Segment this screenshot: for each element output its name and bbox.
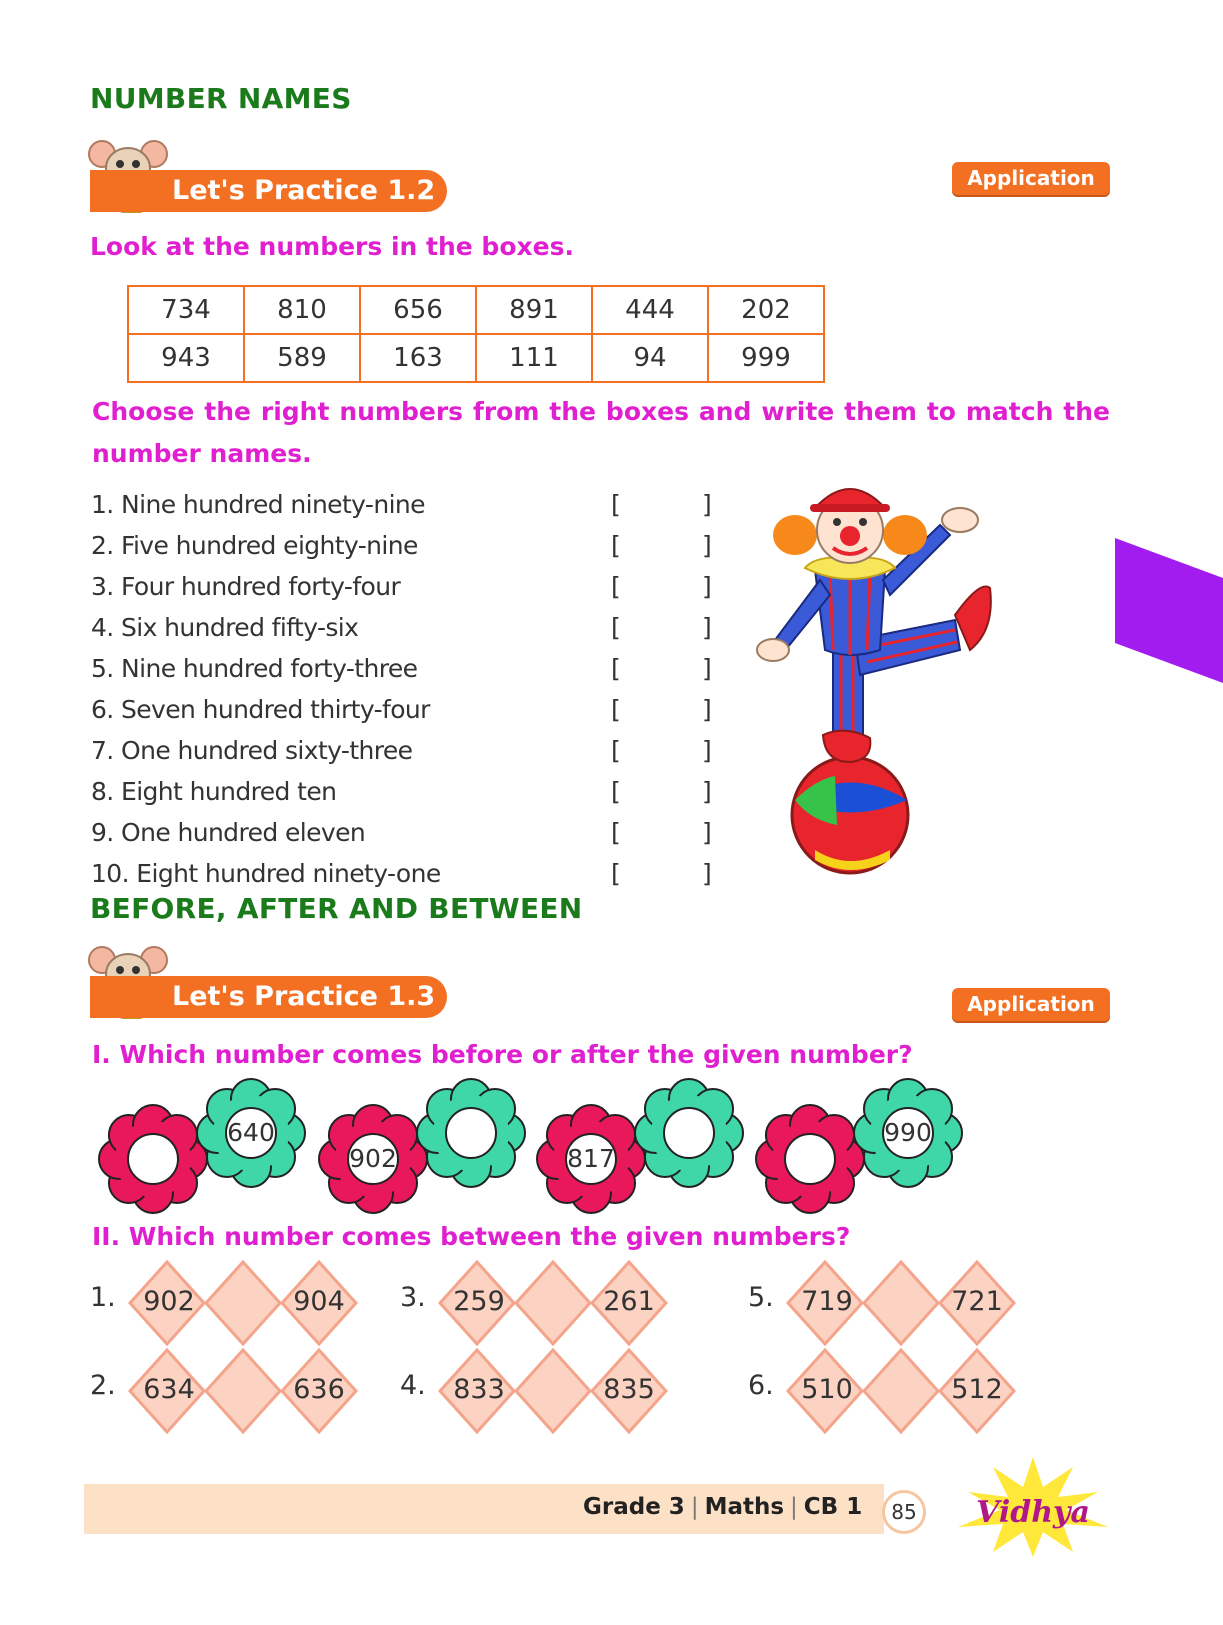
number-name-text: 8. Eight hundred ten [91, 777, 337, 806]
footer-book: CB 1 [803, 1494, 863, 1520]
between-item-number: 6. [748, 1370, 774, 1401]
number-name-text: 3. Four hundred forty-four [91, 572, 401, 601]
flower-number[interactable]: 640 [227, 1118, 275, 1147]
bracket-open: [ [611, 695, 621, 724]
flower-number[interactable]: 902 [349, 1144, 397, 1173]
between-item-number: 1. [90, 1282, 116, 1313]
pink-flower [536, 1104, 646, 1214]
number-box: 111 [476, 334, 592, 382]
diamond-right-value: 721 [951, 1286, 1003, 1317]
bracket-open: [ [611, 818, 621, 847]
application-badge: Application [952, 162, 1110, 195]
logo-text: Vidhya [976, 1495, 1090, 1530]
number-name-text: 2. Five hundred eighty-nine [91, 531, 418, 560]
diamond-group [786, 1258, 1016, 1348]
teal-flower [416, 1078, 526, 1188]
number-boxes-table [127, 285, 825, 383]
pink-flower [755, 1104, 865, 1214]
bracket-close: ] [702, 572, 712, 601]
number-boxes-row [128, 286, 824, 334]
vidhya-logo [948, 1452, 1118, 1562]
bracket-open: [ [611, 859, 621, 888]
between-item-number: 2. [90, 1370, 116, 1401]
bracket-open: [ [611, 531, 621, 560]
number-box: 891 [476, 286, 592, 334]
bracket-open: [ [611, 490, 621, 519]
number-box: 810 [244, 286, 360, 334]
number-name-text: 1. Nine hundred ninety-nine [91, 490, 425, 519]
bracket-close: ] [702, 859, 712, 888]
diamond-right-value: 636 [293, 1374, 345, 1405]
answer-diamond [516, 1350, 590, 1432]
number-name-text: 6. Seven hundred thirty-four [91, 695, 430, 724]
answer-diamond [206, 1350, 280, 1432]
answer-diamond [864, 1262, 938, 1344]
number-name-text: 7. One hundred sixty-three [91, 736, 413, 765]
diamond-right-value: 512 [951, 1374, 1003, 1405]
section-title-before-after-between: BEFORE, AFTER AND BETWEEN [90, 892, 583, 925]
diamond-group [438, 1258, 668, 1348]
diamond-left-value: 634 [143, 1374, 195, 1405]
diamond-group [128, 1258, 358, 1348]
between-item-number: 3. [400, 1282, 426, 1313]
instruction-before-after: I. Which number comes before or after the given number? [92, 1040, 913, 1069]
bracket-open: [ [611, 777, 621, 806]
number-box: 999 [708, 334, 824, 382]
bracket-close: ] [702, 818, 712, 847]
bracket-close: ] [702, 613, 712, 642]
flower-number[interactable] [634, 1078, 744, 1188]
teal-flower [196, 1078, 306, 1188]
number-box: 94 [592, 334, 708, 382]
section-title-number-names: NUMBER NAMES [90, 82, 352, 115]
number-name-text: 9. One hundred eleven [91, 818, 366, 847]
bracket-close: ] [702, 531, 712, 560]
bracket-close: ] [702, 736, 712, 765]
bracket-open: [ [611, 736, 621, 765]
between-item-number: 4. [400, 1370, 426, 1401]
side-chapter-tab [1115, 538, 1223, 683]
bracket-close: ] [702, 695, 712, 724]
bracket-open: [ [611, 613, 621, 642]
number-box: 202 [708, 286, 824, 334]
bracket-close: ] [702, 654, 712, 683]
practice-label: Let's Practice 1.2 [172, 175, 436, 206]
diamond-left-value: 259 [453, 1286, 505, 1317]
number-box: 943 [128, 334, 244, 382]
number-box: 444 [592, 286, 708, 334]
diamond-left-value: 833 [453, 1374, 505, 1405]
instruction-look-boxes: Look at the numbers in the boxes. [90, 232, 574, 261]
page-number: 85 [882, 1490, 926, 1534]
number-name-text: 5. Nine hundred forty-three [91, 654, 418, 683]
diamond-right-value: 835 [603, 1374, 655, 1405]
footer-grade: Grade 3 [583, 1494, 685, 1520]
bracket-open: [ [611, 572, 621, 601]
practice-banner-1-3 [92, 976, 447, 1018]
diamond-left-value: 719 [801, 1286, 853, 1317]
number-name-text: 4. Six hundred fifty-six [91, 613, 359, 642]
instruction-choose-line2: number names. [92, 439, 312, 468]
number-box: 734 [128, 286, 244, 334]
answer-diamond [864, 1350, 938, 1432]
flower-number[interactable]: 990 [884, 1118, 932, 1147]
practice-label: Let's Practice 1.3 [172, 981, 436, 1012]
teal-flower [634, 1078, 744, 1188]
number-name-text: 10. Eight hundred ninety-one [91, 859, 441, 888]
diamond-left-value: 510 [801, 1374, 853, 1405]
diamond-group [438, 1346, 668, 1436]
pink-flower [98, 1104, 208, 1214]
number-box: 589 [244, 334, 360, 382]
teal-flower [853, 1078, 963, 1188]
diamond-left-value: 902 [143, 1286, 195, 1317]
footer-subject: Maths [704, 1494, 785, 1520]
diamond-group [128, 1346, 358, 1436]
instruction-between: II. Which number comes between the given numbers? [92, 1222, 851, 1251]
diamond-group [786, 1346, 1016, 1436]
number-boxes-row [128, 334, 824, 382]
pink-flower [318, 1104, 428, 1214]
footer-text [583, 1494, 862, 1520]
application-badge: Application [952, 988, 1110, 1021]
between-item-number: 5. [748, 1282, 774, 1313]
bracket-close: ] [702, 777, 712, 806]
clown-on-ball-illustration [755, 480, 1015, 880]
footer-separator: | [690, 1494, 699, 1520]
flower-number[interactable] [755, 1104, 865, 1214]
flower-number[interactable] [416, 1078, 526, 1188]
flower-number[interactable]: 817 [567, 1144, 615, 1173]
diamond-right-value: 904 [293, 1286, 345, 1317]
answer-diamond [206, 1262, 280, 1344]
bracket-close: ] [702, 490, 712, 519]
practice-banner-1-2 [92, 170, 447, 212]
diamond-right-value: 261 [603, 1286, 655, 1317]
answer-diamond [516, 1262, 590, 1344]
flower-number[interactable] [98, 1104, 208, 1214]
instruction-choose-line1: Choose the right numbers from the boxes and write them to match the [92, 397, 1110, 426]
footer-separator: | [790, 1494, 798, 1520]
bracket-open: [ [611, 654, 621, 683]
number-box: 163 [360, 334, 476, 382]
number-box: 656 [360, 286, 476, 334]
